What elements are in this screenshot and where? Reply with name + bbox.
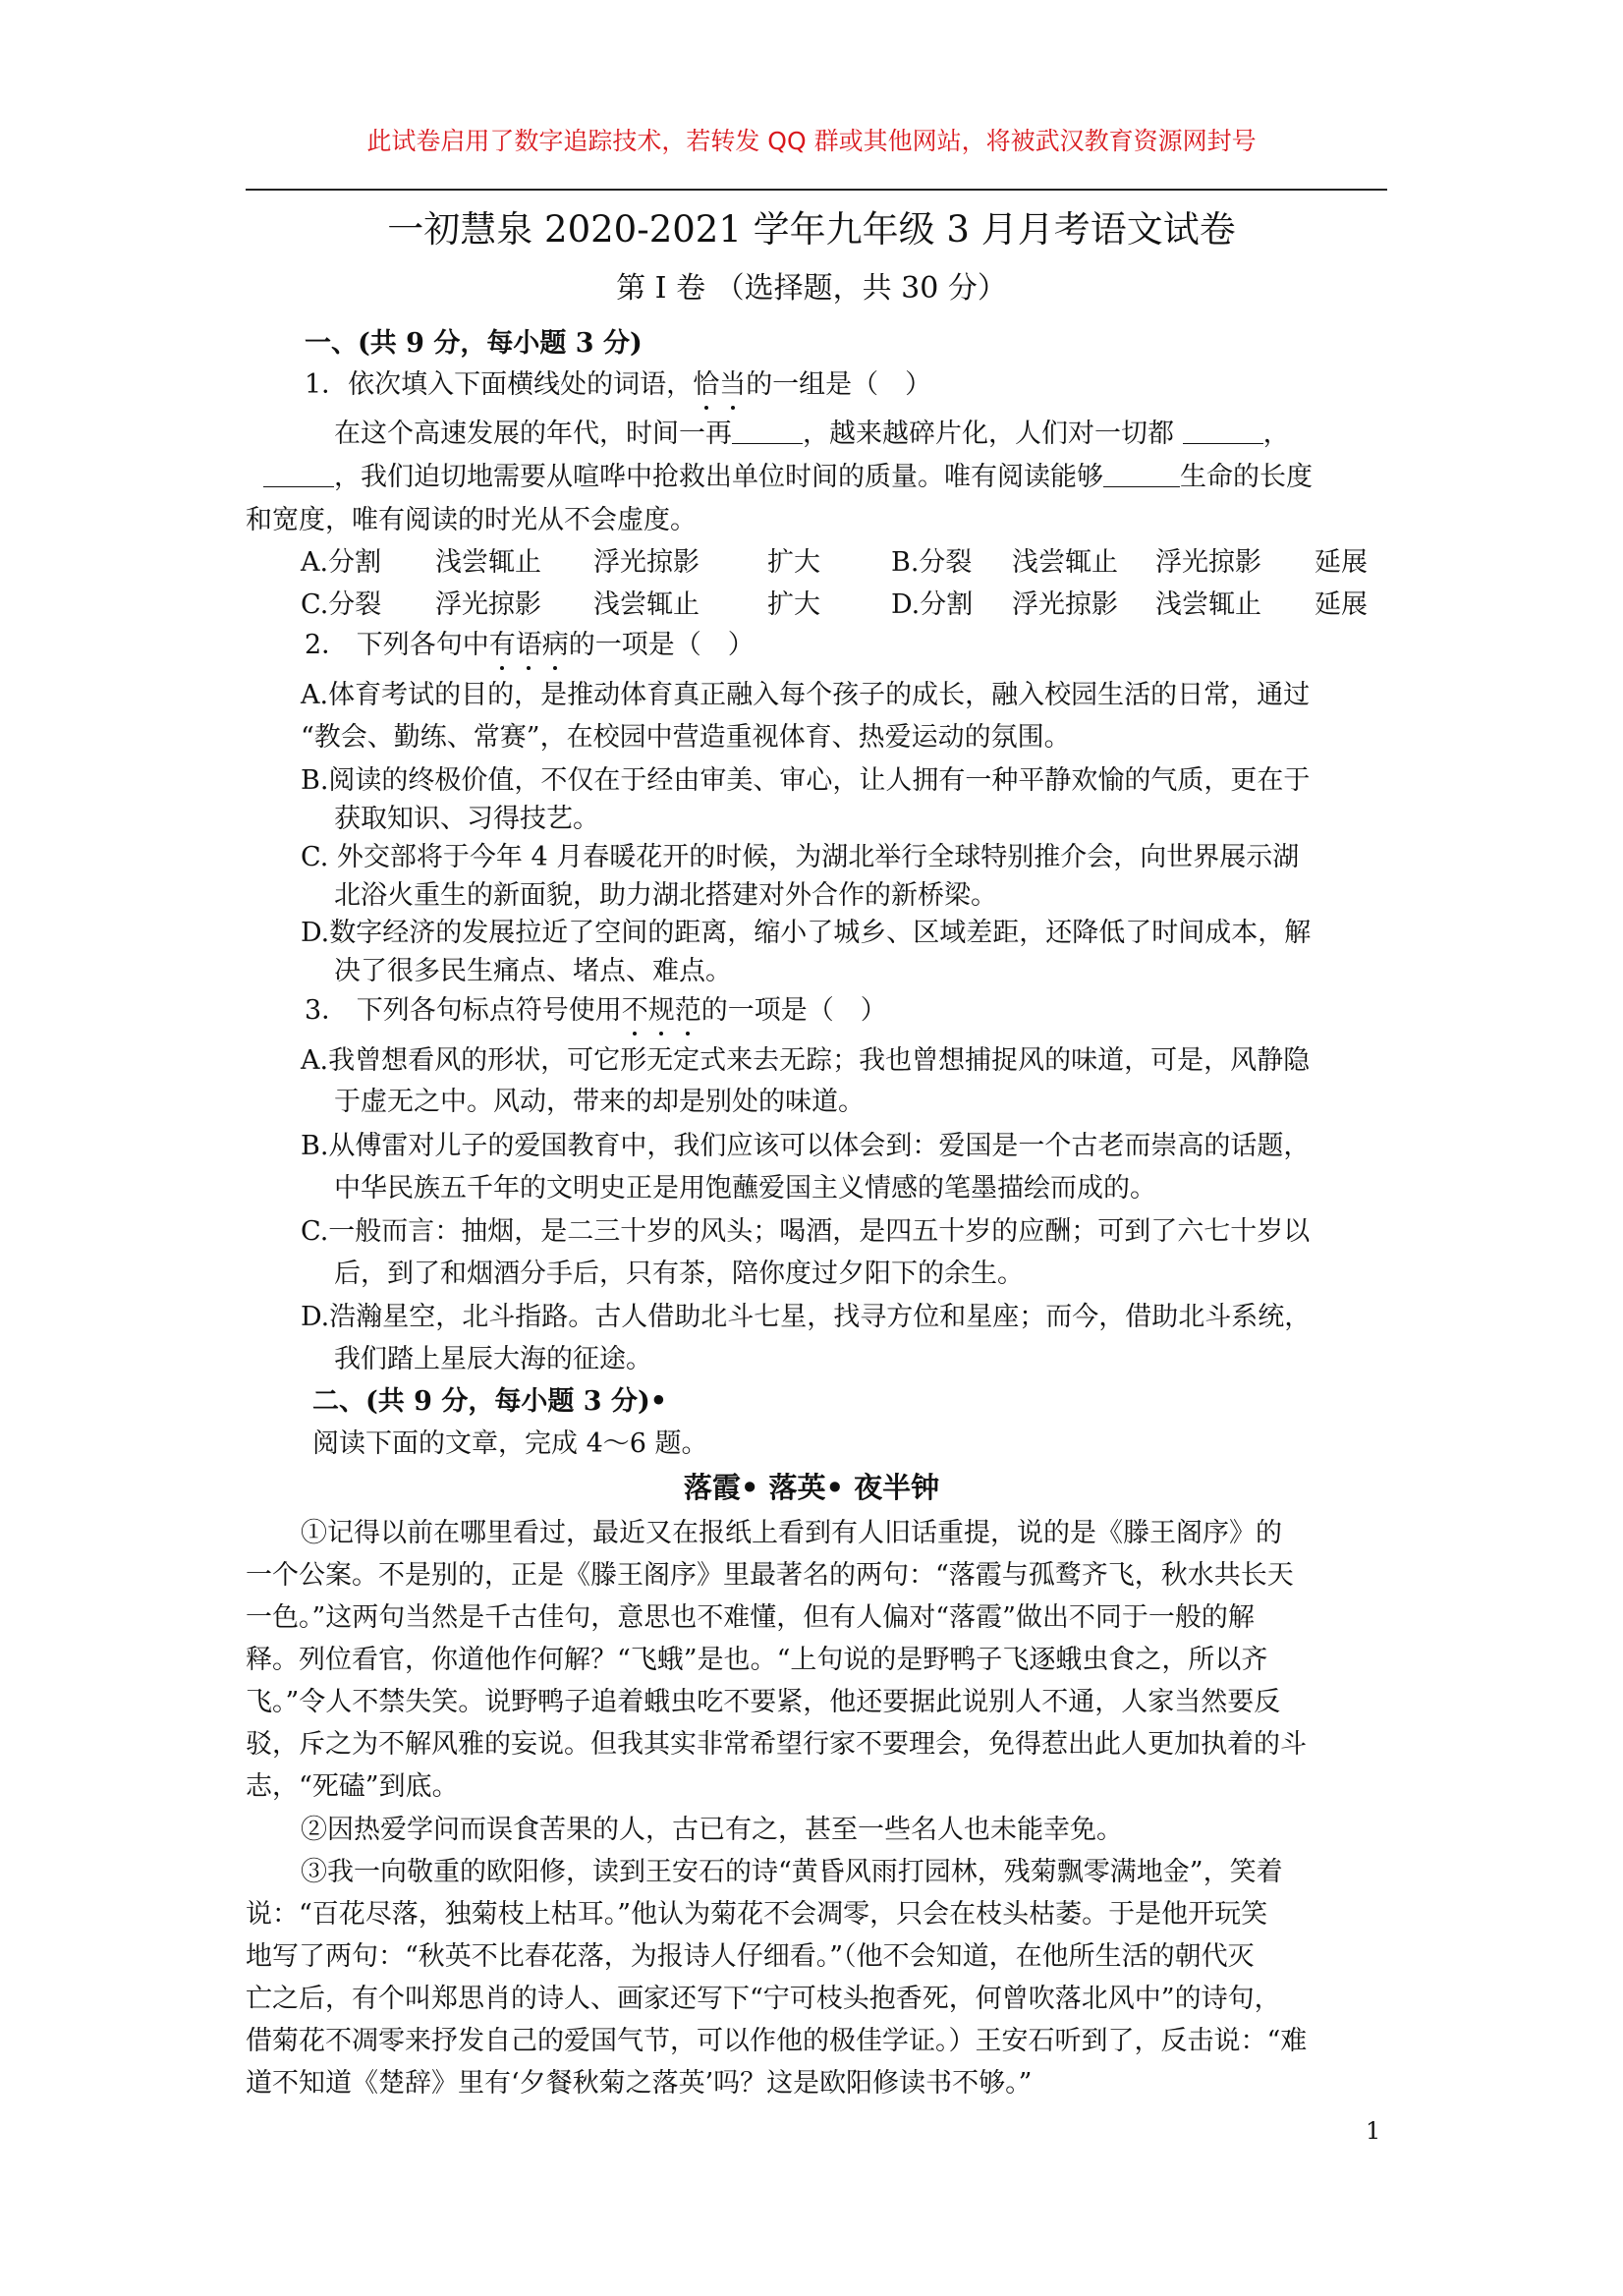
article-paragraph-line: 志，“死磕”到底。 [246, 1771, 459, 1802]
q2-option-d-line1: D.数字经济的发展拉近了空间的距离，缩小了城乡、区域差距，还降低了时间成本，解 [301, 918, 1312, 948]
article-paragraph-line: ①记得以前在哪里看过，最近又在报纸上看到有人旧话重提，说的是《滕王阁序》的 [301, 1518, 1282, 1548]
article-paragraph-line: 飞。”令人不禁失笑。说野鸭子追着蛾虫吃不要紧，他还要据此说别人不通，人家当然要反 [246, 1687, 1281, 1717]
article-title: 落霞• 落英• 夜半钟 [683, 1471, 940, 1504]
article-paragraph-line: 地写了两句：“秋英不比春花落，为报诗人仔细看。”（他不会知道，在他所生活的朝代灭 [246, 1941, 1255, 1972]
q2-stem: 2． 下列各句中有语病的一项是（ ） [305, 626, 1444, 665]
section2-instruction: 阅读下面的文章，完成 4～6 题。 [312, 1428, 708, 1459]
exam-page: 此试卷启用了数字追踪技术，若转发 QQ 群或其他网站，将被武汉教育资源网封号 一初慧泉 2020-2021 学年九年级 3 月月考语文试卷 第 I 卷 （选择题，共 30 分） 一、(共 9 分，每小题 3 分) 1．依次填入下面横线处的词语，恰当的一组是（ ） 在这个高速发展的年代，时间一再 ，越来越碎片化，人们对一切都 ， ，我们迫切地需要从喧哗中抢救出单位时间的质量。唯有阅读能够 生命的长度 和宽度，唯有阅读的时光从不会虚度。 A.分割 浅尝辄止 浮光掠影 扩大 B.分裂 浅尝辄止 浮光掠影 延展 C.分裂 浮光掠影 浅尝辄止 扩大 D.分割 浮光掠影 浅尝辄止 延展 2． 下列各句中有语病的一项是（ ） A.体育考试的目的，是推动体育真正融入每个孩子的成长，融入校园生活的日常，通过 “教会、勤练、常赛”，在校园中营造重视体育、热爱运动的氛围。 B.阅读的终极价值，不仅在于经由审美、审心，让人拥有一种平静欢愉的气质，更在于 获取知识、习得技艺。 C. 外交部将于今年 4 月春暖花开的时候，为湖北举行全球特别推介会，向世界展示湖 北浴火重生的新面貌，助力湖北搭建对外合作的新桥梁。 D.数字经济的发展拉近了空间的距离，缩小了城乡、区域差距，还降低了时间成本，解 决了很多民生痛点、堵点、难点。 3． 下列各句标点符号使用不规范的一项是（ ） A.我曾想看风的形状，可它形无定式来去无踪；我也曾想捕捉风的味道，可是，风静隐 于虚无之中。风动，带来的却是别处的味道。 B.从傅雷对儿子的爱国教育中，我们应该可以体会到：爱国是一个古老而崇高的话题， 中华民族五千年的文明史正是用饱蘸爱国主义情感的笔墨描绘而成的。 C.一般而言：抽烟，是二三十岁的风头；喝酒，是四五十岁的应酬；可到了六七十岁以 后，到了和烟酒分手后，只有茶，陪你度过夕阳下的余生。 D.浩瀚星空，北斗指路。古人借助北斗七星，找寻方位和星座；而今，借助北斗系统， 我们踏上星辰大海的征途。 二、(共 9 分，每小题 3 分)• 阅读下面的文章，完成 4～6 题。 落霞• 落英• 夜半钟 ①记得以前在哪里看过，最近又在报纸上看到有人旧话重提，说的是《滕王阁序》的 一个公案。不是别的，正是《滕王阁序》里最著名的两句：“落霞与孤鹜齐飞，秋水共长天 一色。”这两句当然是千古佳句，意思也不难懂，但有人偏对“落霞”做出不同于一般的解 释。列位看官，你道他作何解？“飞蛾”是也。“上句说的是野鸭子飞逐蛾虫食之，所以齐 飞。”令人不禁失笑。说野鸭子追着蛾虫吃不要紧，他还要据此说别人不通，人家当然要反 驳，斥之为不解风雅的妄说。但我其实非常希望行家不要理会，免得惹出此人更加执着的斗 志，“死磕”到底。 ②因热爱学问而误食苦果的人，古已有之，甚至一些名人也未能幸免。 ③我一向敬重的欧阳修，读到王安石的诗“黄昏风雨打园林，残菊飘零满地金”，笑着 说：“百花尽落，独菊枝上枯耳。”他认为菊花不会凋零，只会在枝头枯萎。于是他开玩笑 地写了两句：“秋英不比春花落，为报诗人仔细看。”（他不会知道，在他所生活的朝代灭 亡之后，有个叫郑思肖的诗人、画家还写下“宁可枝头抱香死，何曾吹落北风中”的诗句， 借菊花不凋零来抒发自己的爱国气节，可以作他的极佳学证。）王安石听到了，反击说：“难 道不知道《楚辞》里有‘夕餐秋菊之落英’吗？这是欧阳修读书不够。” 1 [0, 0, 1623, 2296]
article-paragraph-line: 亡之后，有个叫郑思肖的诗人、画家还写下“宁可枝头抱香死，何曾吹落北风中”的诗句， [246, 1984, 1281, 2014]
q1-option-a: A.分割 [301, 547, 382, 578]
q3-option-b-line2: 中华民族五千年的文明史正是用饱蘸爱国主义情感的笔墨描绘而成的。 [334, 1173, 1156, 1204]
watermark-notice: 此试卷启用了数字追踪技术，若转发 QQ 群或其他网站，将被武汉教育资源网封号 [366, 127, 1257, 155]
q1-option-b: B.分裂 [891, 547, 973, 578]
article-paragraph-line: 释。列位看官，你道他作何解？“飞蛾”是也。“上句说的是野鸭子飞逐蛾虫食之，所以齐 [246, 1645, 1268, 1675]
q2-option-b-line1: B.阅读的终极价值，不仅在于经由审美、审心，让人拥有一种平静欢愉的气质，更在于 [301, 765, 1311, 796]
section1-heading: 一、(共 9 分，每小题 3 分) [305, 328, 643, 359]
blank-2 [1183, 418, 1263, 444]
article-paragraph-line: ③我一向敬重的欧阳修，读到王安石的诗“黄昏风雨打园林，残菊飘零满地金”，笑着 [301, 1857, 1283, 1887]
q3-option-d-line1: D.浩瀚星空，北斗指路。古人借助北斗七星，找寻方位和星座；而今，借助北斗系统， [301, 1302, 1312, 1332]
exam-title: 一初慧泉 2020-2021 学年九年级 3 月月考语文试卷 [387, 208, 1236, 251]
blank-4 [1103, 461, 1180, 487]
article-paragraph-line: 驳，斥之为不解风雅的妄说。但我其实非常希望行家不要理会，免得惹出此人更加执着的斗 [246, 1729, 1307, 1760]
article-paragraph-line: 说：“百花尽落，独菊枝上枯耳。”他认为菊花不会凋零，只会在枝头枯萎。于是他开玩笑 [246, 1899, 1268, 1930]
blank-1 [732, 418, 803, 444]
q2-option-c-line1: C. 外交部将于今年 4 月春暖花开的时候，为湖北举行全球特别推介会，向世界展示湖 [301, 842, 1300, 872]
article-paragraph-line: 道不知道《楚辞》里有‘夕餐秋菊之落英’吗？这是欧阳修读书不够。” [246, 2068, 1033, 2099]
q3-stem: 3． 下列各句标点符号使用不规范的一项是（ ） [305, 991, 1444, 1031]
q3-option-a-line2: 于虚无之中。风动，带来的却是别处的味道。 [334, 1087, 865, 1117]
q3-option-c-line2: 后，到了和烟酒分手后，只有茶，陪你度过夕阳下的余生。 [334, 1259, 1024, 1289]
blank-3 [263, 461, 334, 487]
q3-option-a-line1: A.我曾想看风的形状，可它形无定式来去无踪；我也曾想捕捉风的味道，可是，风静隐 [301, 1045, 1311, 1076]
q2-option-a-line2: “教会、勤练、常赛”，在校园中营造重视体育、热爱运动的氛围。 [301, 722, 1071, 753]
q3-option-c-line1: C.一般而言：抽烟，是二三十岁的风头；喝酒，是四五十岁的应酬；可到了六七十岁以 [301, 1216, 1311, 1247]
section2-heading: 二、(共 9 分，每小题 3 分)• [312, 1386, 667, 1417]
article-paragraph-line: 一个公案。不是别的，正是《滕王阁序》里最著名的两句：“落霞与孤鹜齐飞，秋水共长天 [246, 1560, 1294, 1591]
q1-stem: 1．依次填入下面横线处的词语，恰当的一组是（ ） [305, 365, 1444, 405]
exam-subtitle: 第 I 卷 （选择题，共 30 分） [616, 271, 1007, 306]
q3-option-b-line1: B.从傅雷对儿子的爱国教育中，我们应该可以体会到：爱国是一个古老而崇高的话题， [301, 1131, 1311, 1161]
page-number: 1 [1366, 2117, 1381, 2145]
article-paragraph-line: 一色。”这两句当然是千古佳句，意思也不难懂，但有人偏对“落霞”做出不同于一般的解 [246, 1602, 1255, 1633]
q2-option-c-line2: 北浴火重生的新面貌，助力湖北搭建对外合作的新桥梁。 [334, 880, 997, 911]
q1-option-d: D.分割 [891, 589, 974, 620]
article-paragraph-line: ②因热爱学问而误食苦果的人，古已有之，甚至一些名人也未能幸免。 [301, 1815, 1123, 1845]
header-rule [246, 189, 1387, 191]
q1-option-c: C.分裂 [301, 589, 382, 620]
q2-option-d-line2: 决了很多民生痛点、堵点、难点。 [334, 956, 732, 986]
q1-passage-line2: ，我们迫切地需要从喧哗中抢救出单位时间的质量。唯有阅读能够 生命的长度 [263, 458, 1403, 497]
q3-option-d-line2: 我们踏上星辰大海的征途。 [334, 1344, 652, 1374]
article-paragraph-line: 借菊花不凋零来抒发自己的爱国气节，可以作他的极佳学证。）王安石听到了，反击说：“难 [246, 2026, 1308, 2056]
q1-passage-line1: 在这个高速发展的年代，时间一再 ，越来越碎片化，人们对一切都 ， [334, 419, 1290, 449]
q1-passage-line3: 和宽度，唯有阅读的时光从不会虚度。 [246, 505, 697, 535]
q2-option-a-line1: A.体育考试的目的，是推动体育真正融入每个孩子的成长，融入校园生活的日常，通过 [301, 680, 1311, 710]
q2-option-b-line2: 获取知识、习得技艺。 [334, 804, 599, 834]
